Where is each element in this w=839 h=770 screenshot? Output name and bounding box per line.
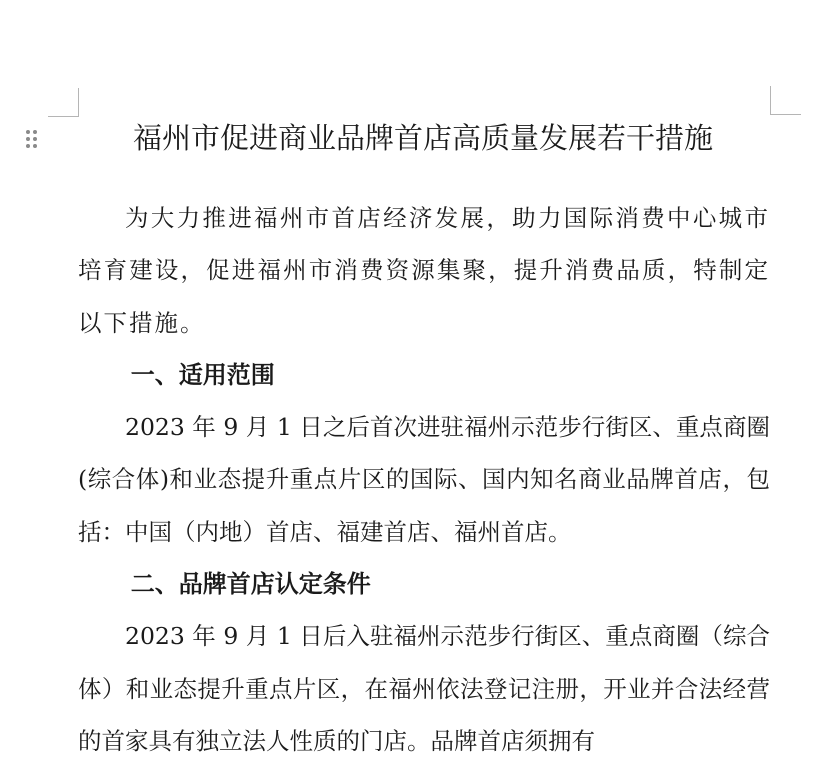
intro-paragraph: 为大力推进福州市首店经济发展，助力国际消费中心城市培育建设，促进福州市消费资源集聚，提升消费品质，特制定以下措施。 [78,204,770,337]
page-corner-mark-top-right [770,86,801,115]
section-heading-scope: 一、适用范围 [130,360,275,389]
document-body [78,192,770,767]
section-body-criteria: 2023 年 9 月 1 日后入驻福州示范步行街区、重点商圈（综合体）和业态提升重点片区，在福州依法登记注册，开业并合法经营的首家具有独立法人性质的门店。品牌首店须拥有 [78,622,770,755]
document-title: 福州市促进商业品牌首店高质量发展若干措施 [132,121,713,155]
page-corner-mark-top-left [48,88,79,117]
section-heading-criteria: 二、品牌首店认定条件 [130,570,371,599]
section-body-scope: 2023 年 9 月 1 日之后首次进驻福州示范步行街区、重点商圈(综合体)和业态提升重点片区的国际、国内知名商业品牌首店，包括：中国（内地）首店、福建首店、福州首店。 [78,413,770,546]
drag-handle-icon[interactable] [26,130,38,150]
